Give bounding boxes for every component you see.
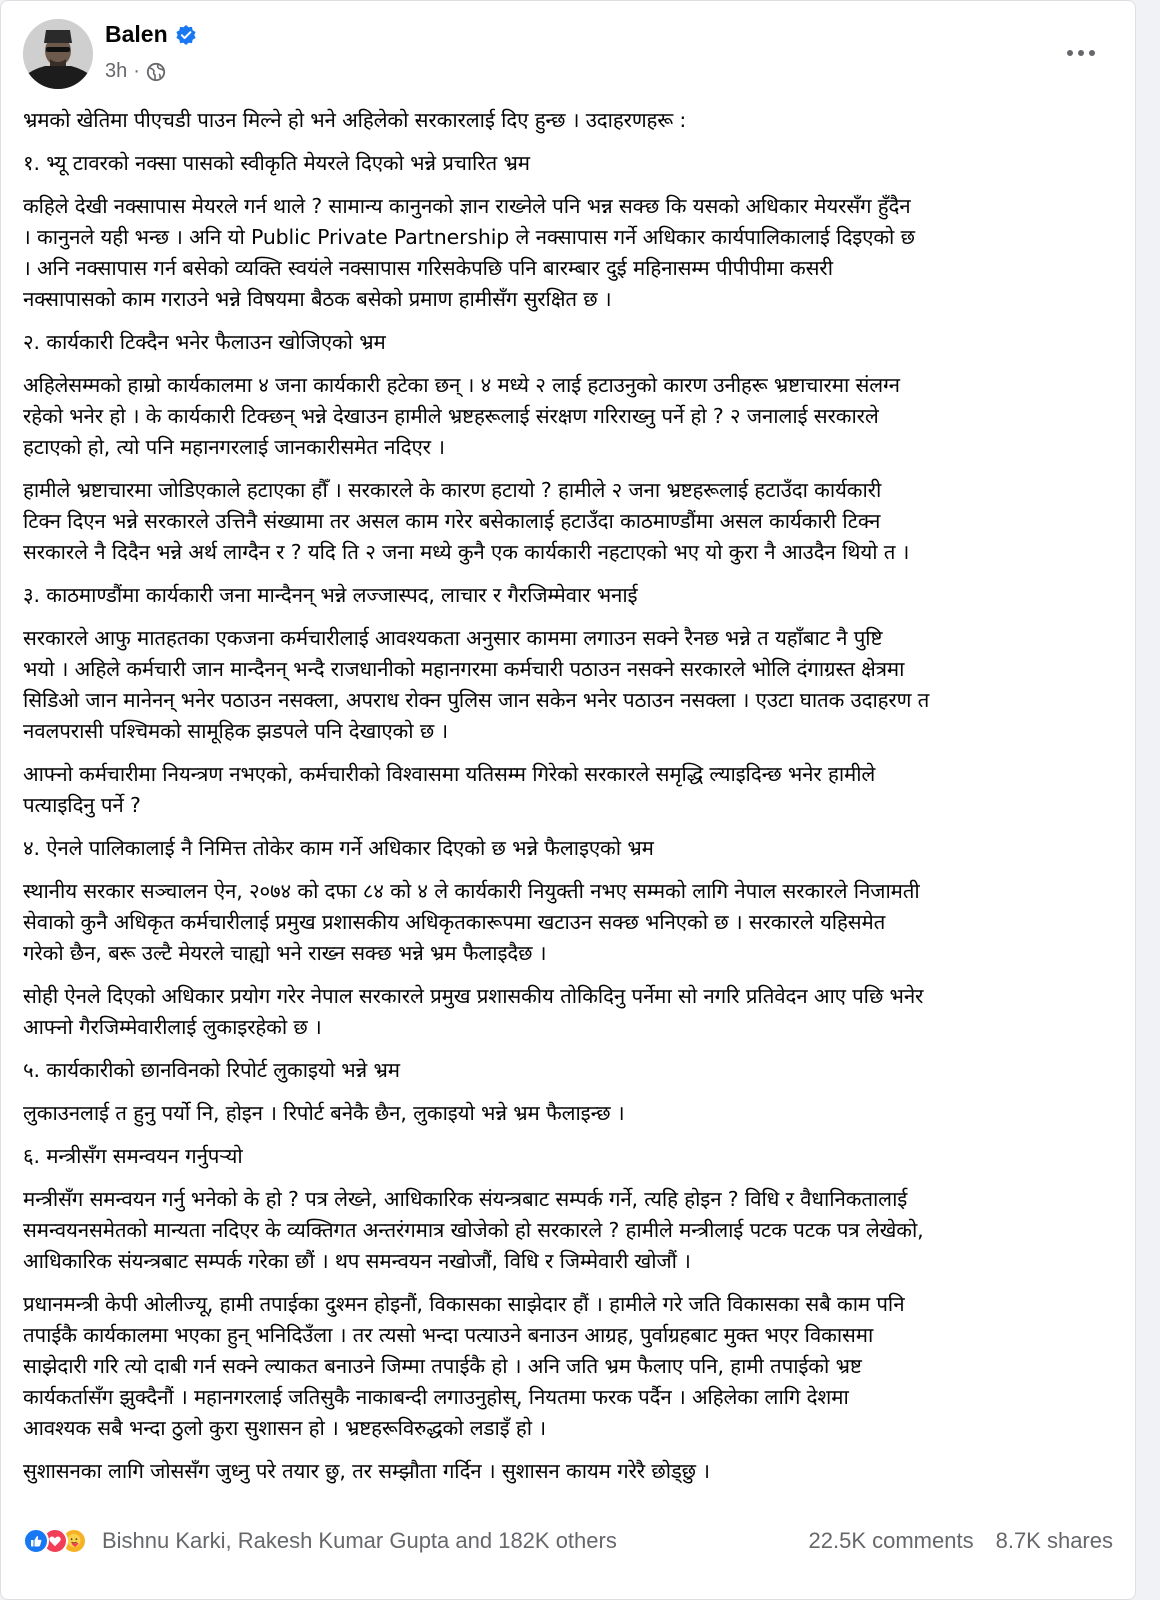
post-paragraph [23,1098,1119,1129]
post-meta [105,60,166,83]
shares-count[interactable]: 8.7K shares [995,1528,1113,1553]
post-text-line: नक्सापासको काम गराउने भन्ने विषयमा बैठक बसेको प्रमाण हामीसँग सुरक्षित छ । [23,287,612,311]
post-text-line: सुशासनका लागि जोससँग जुध्नु परे तयार छु, तर सम्झौता गर्दिन । सुशासन कायम गरेरै छोड्छु । [23,1459,710,1483]
post-text-line: मन्त्रीसँग समन्वयन गर्नु भनेको के हो ? पत्र लेख्ने, आधिकारिक संयन्त्रबाट सम्पर्क गर्ने, त्यहि होइन ? विधि र वैधानिकतालाई [23,1187,908,1211]
post-paragraph [23,148,1119,179]
post-time[interactable]: 3h [105,60,128,82]
post-paragraph [23,1184,1119,1277]
post-paragraph [23,191,1119,315]
post-paragraph [23,623,1119,747]
post-text-line: तपाईकै कार्यकालमा भएका हुन् भनिदिउँला । तर त्यसो भन्दा पत्याउने बनाउन आग्रह, पुर्वाग्रहबाट मुक्त भएर विकासमा [23,1323,874,1347]
post-paragraph [23,475,1119,568]
post-paragraph [23,1055,1119,1086]
post-paragraph [23,1289,1119,1444]
post-text-line: नवलपरासी पश्चिमको सामूहिक झडपले पनि देखाएको छ । [23,719,449,743]
post-text-line: प्रधानमन्त्री केपी ओलीज्यू, हामी तपाईका दुश्मन होइनौं, विकासका साझेदार हौं । हामीले गरे जति विकासका सबै काम पनि [23,1292,905,1316]
comments-count[interactable]: 22.5K comments [808,1528,974,1553]
reaction-icons[interactable] [23,1528,80,1554]
author-name-text[interactable]: Balen [105,21,168,47]
post-text-line: साझेदारी गरि त्यो दाबी गर्न सक्ने ल्याकत बनाउने जिम्मा तपाईकै हो । अनि जति भ्रम फैलाए पनि, हामी तपाईको भ्रष्ट [23,1354,862,1378]
post-text-line: टिक्न दिएन भन्ने सरकारले उत्तिनै संख्यामा तर असल काम गरेर बसेकालाई हटाउँदा काठमाण्डौंमा असल कार्यकारी टिक्न [23,509,881,533]
meta-separator: · [133,60,140,82]
post-paragraph [23,580,1119,611]
post-paragraph [23,833,1119,864]
post-paragraph [23,370,1119,463]
globe-icon[interactable] [146,62,166,82]
post-paragraph [23,1141,1119,1172]
post-paragraph [23,1456,1119,1487]
more-options-button[interactable] [1061,33,1101,73]
post-text-line: आफ्नो कर्मचारीमा नियन्त्रण नभएको, कर्मचारीको विश्वासमा यतिसम्म गिरेको सरकारले समृद्धि ल्याइदिन्छ भनेर हामीले [23,762,876,786]
post-text-line: । कानुनले यही भन्छ । अनि यो Public Private Partnership ले नक्सापास गर्ने अधिकार कार्यपालिकालाई दिइएको छ [23,225,915,249]
post-text-line: हामीले भ्रष्टाचारमा जोडिएकाले हटाएका हौँ । सरकारले के कारण हटायो ? हामीले २ जना भ्रष्टहरूलाई हटाउँदा कार्यकारी [23,478,882,502]
post-text-line: भयो । अहिले कर्मचारी जान मान्दैनन् भन्दै राजधानीको महानगरमा कर्मचारी पठाउन नसक्ने सरकारले भोलि दंगाग्रस्त क्षेत्रमा [23,657,905,681]
post-text-line: स्थानीय सरकार सञ्चालन ऐन, २०७४ को दफा ८४ को ४ ले कार्यकारी नियुक्ती नभए सम्मको लागि नेपाल सरकारले निजामती [23,879,920,903]
post-text-line: समन्वयनसमेतको मान्यता नदिएर के व्यक्तिगत अन्तरंगमात्र खोजेको हो सरकारले ? हामीले मन्त्रीलाई पटक पटक पत्र लेखेको, [23,1218,924,1242]
post-paragraph [23,105,1119,136]
post-text-line: कहिले देखी नक्सापास मेयरले गर्न थाले ? सामान्य कानुनको ज्ञान राख्नेले पनि भन्न सक्छ कि यसको अधिकार मेयरसँग हुँदैन [23,194,911,218]
post-text-line: आफ्नो गैरजिम्मेवारीलाई लुकाइरहेको छ । [23,1015,322,1039]
post-text-line: ३. काठमाण्डौंमा कार्यकारी जना मान्दैनन् भन्ने लज्जास्पद, लाचार र गैरजिम्मेवार भनाई [23,583,638,607]
post-paragraph [23,327,1119,358]
post-text-line: आधिकारिक संयन्त्रबाट सम्पर्क गरेका छौं । थप समन्वयन नखोजौं, विधि र जिम्मेवारी खोजौं । [23,1249,691,1273]
post-text-line: कार्यकर्तासँग झुक्दैनौं । महानगरलाई जतिसुकै नाकाबन्दी लगाउनुहोस्, नियतमा फरक पर्दैन । अहिलेका लागि देशमा [23,1385,849,1409]
post-text-line: सरकारले आफु मातहतका एकजना कर्मचारीलाई आवश्यकता अनुसार काममा लगाउन सक्ने रैनछ भन्ने त यहाँबाट नै पुष्टि [23,626,883,650]
avatar[interactable] [23,19,93,89]
post-text-line: सेवाको कुनै अधिकृत कर्मचारीलाई प्रमुख प्रशासकीय अधिकृतकारूपमा खटाउन सक्छ भनिएको छ । सरकारले यहिसमेत [23,910,886,934]
post-text-line: आवश्यक सबै भन्दा ठुलो कुरा सुशासन हो । भ्रष्टहरूविरुद्धको लडाइँ हो । [23,1416,546,1440]
post-paragraph [23,759,1119,821]
post-text-line: सरकारले नै दिदैन भन्ने अर्थ लाग्दैन र ? यदि ति २ जना मध्ये कुनै एक कार्यकारी नहटाएको भए यो कुरा नै आउदैन थियो त । [23,540,910,564]
post-text-line: गरेको छैन, बरू उल्टै मेयरले चाह्यो भने राख्न सक्छ भन्ने भ्रम फैलाइदैछ । [23,941,547,965]
post-text-line: हटाएको हो, त्यो पनि महानगरलाई जानकारीसमेत नदिएर । [23,435,445,459]
post-text-line: रहेको भनेर हो । के कार्यकारी टिक्छन् भन्ने देखाउन हामीले भ्रष्टहरूलाई संरक्षण गरिराख्नु पर्ने हो ? २ जनालाई सरकारले [23,404,879,428]
post-footer [23,1521,1113,1561]
reactors-summary[interactable]: Bishnu Karki, Rakesh Kumar Gupta and 182K others [102,1528,617,1553]
author-name[interactable] [105,21,197,48]
post-paragraph [23,876,1119,969]
more-options-icon [1066,49,1096,57]
post-body [23,105,1119,1499]
post-text-line: पत्याइदिनु पर्ने ? [23,793,141,817]
post-text-line: भ्रमको खेतिमा पीएचडी पाउन मिल्ने हो भने अहिलेको सरकारलाई दिए हुन्छ । उदाहरणहरू : [23,108,687,132]
verified-badge-icon [175,24,197,46]
post-text-line: अहिलेसम्मको हाम्रो कार्यकालमा ४ जना कार्यकारी हटेका छन् । ४ मध्ये २ लाई हटाउनुको कारण उनीहरू भ्रष्टाचारमा संलग्न [23,373,900,397]
post-text-line: ४. ऐनले पालिकालाई नै निमित्त तोकेर काम गर्ने अधिकार दिएको छ भन्ने फैलाइएको भ्रम [23,836,654,860]
avatar-portrait-icon [23,19,93,89]
post-text-line: लुकाउनलाई त हुनु पर्यो नि, होइन । रिपोर्ट बनेकै छैन, लुकाइयो भन्ने भ्रम फैलाइन्छ । [23,1101,625,1125]
like-reaction-icon [23,1528,49,1554]
post-text-line: सिडिओ जान मानेनन् भनेर पठाउन नसक्ला, अपराध रोक्न पुलिस जान सकेन भनेर पठाउन नसक्ला । एउटा घातक उदाहरण त [23,688,930,712]
post-text-line: १. भ्यू टावरको नक्सा पासको स्वीकृति मेयरले दिएको भन्ने प्रचारित भ्रम [23,151,530,175]
post-text-line: सोही ऐनले दिएको अधिकार प्रयोग गरेर नेपाल सरकारले प्रमुख प्रशासकीय तोकिदिनु पर्नेमा सो नगरि प्रतिवेदन आए पछि भनेर [23,984,924,1008]
post-text-line: २. कार्यकारी टिक्दैन भनेर फैलाउन खोजिएको भ्रम [23,330,386,354]
post-text-line: ६. मन्त्रीसँग समन्वयन गर्नुपर्‍यो [23,1144,243,1168]
post-header [23,19,1113,91]
post-text-line: । अनि नक्सापास गर्न बसेको व्यक्ति स्वयंले नक्सापास गरिसकेपछि पनि बारम्बार दुई महिनासम्म पीपीपीमा कसरी [23,256,833,280]
post-paragraph [23,981,1119,1043]
post-text-line: ५. कार्यकारीको छानविनको रिपोर्ट लुकाइयो भन्ने भ्रम [23,1058,400,1082]
